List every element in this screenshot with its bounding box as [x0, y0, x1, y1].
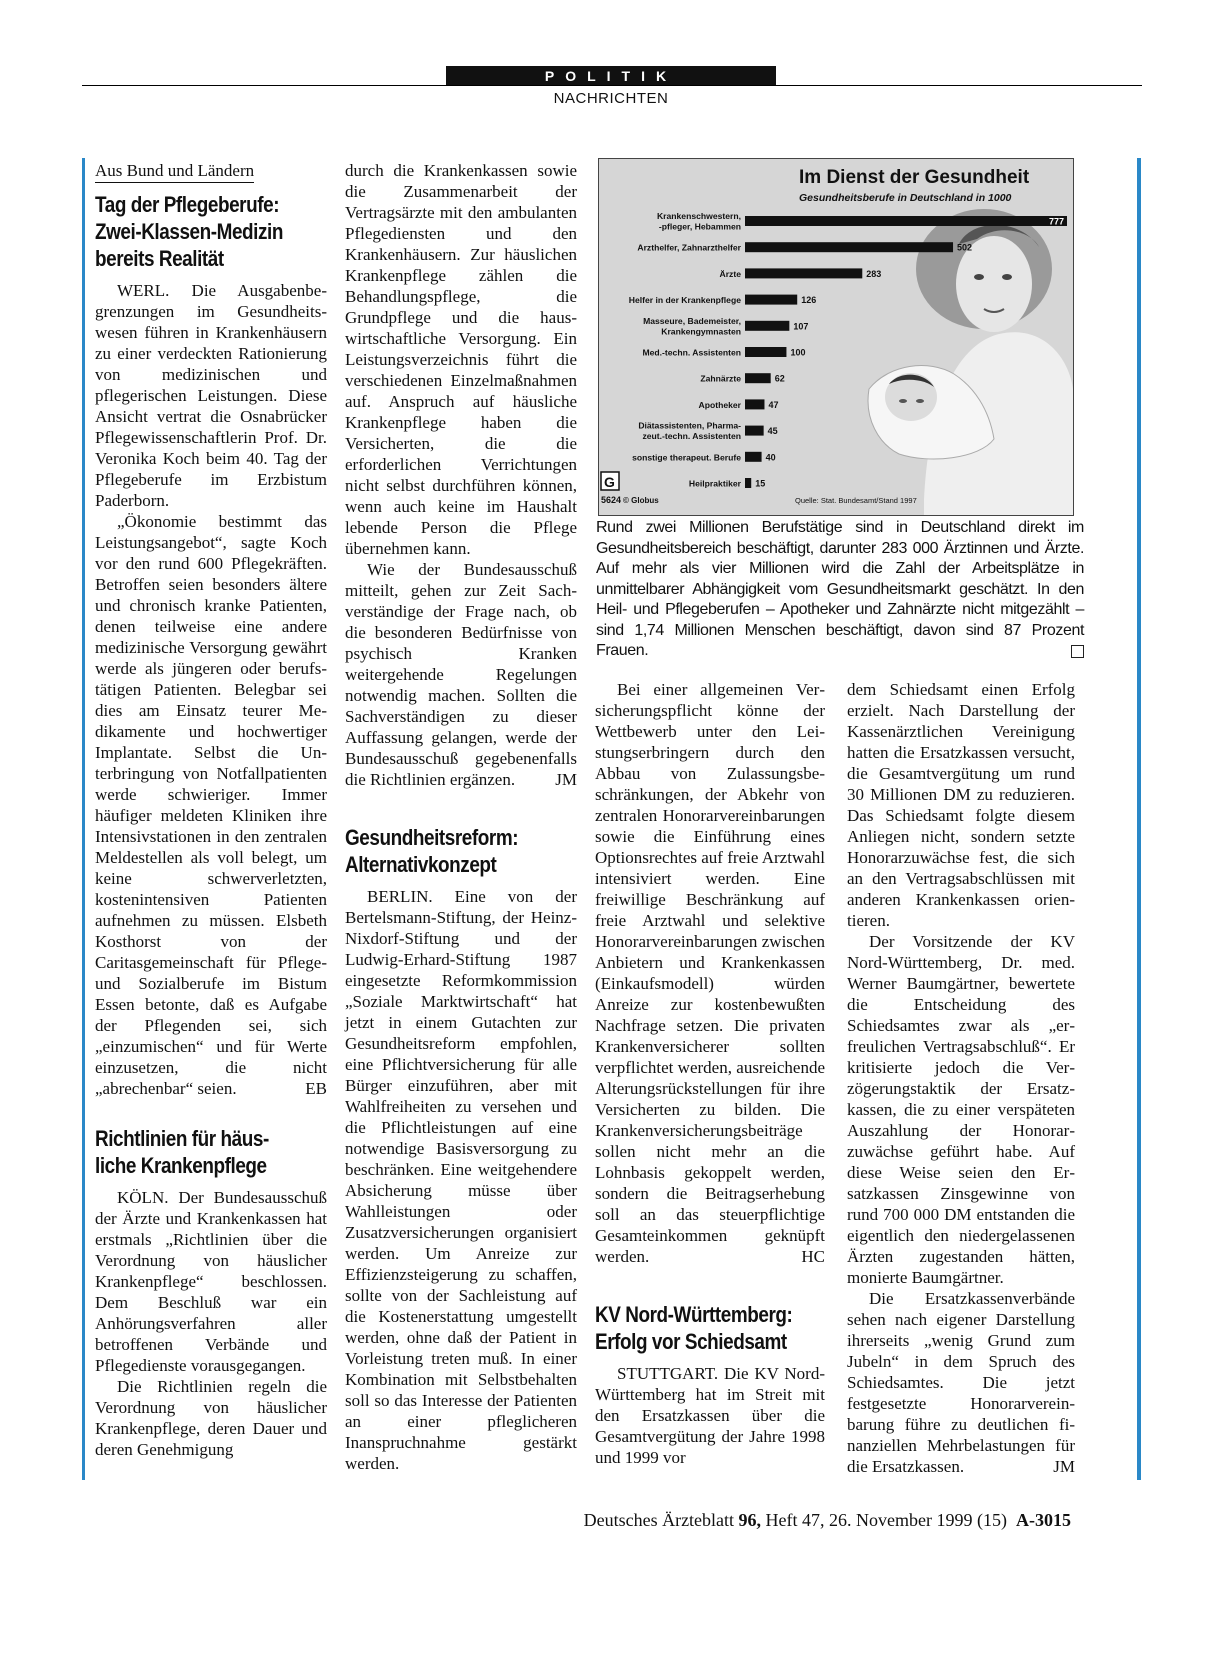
column-3	[595, 679, 825, 1468]
column-2	[345, 160, 577, 1474]
chart-value-label: 62	[774, 373, 785, 384]
chart-category-label: Zahnärzte	[700, 373, 741, 384]
svg-text:G: G	[604, 474, 615, 490]
chart-subtitle: Gesundheitsberufe in Deutschland in 1000	[799, 192, 1012, 204]
article2-paragraph: KÖLN. Der Bundesausschuß der Ärzte und Krankenkassen hat erstmals „Richtlinien über die Verordnung von häuslicher Krankenpflege“ beschlossen. Dem Beschluß war ein Anhörungsverfahren aller betroffenen Verbände und Pflegedienste vorausgegangen.	[95, 1188, 327, 1375]
chart-title: Im Dienst der Gesundheit	[799, 167, 1030, 188]
chart-category-label: Diätassistenten, Pharma-	[638, 420, 741, 431]
article4-paragraph: STUTTGART. Die KV Nord-Württemberg hat im Streit mit den Ersatzkassen über die Gesamtvergütung der Jahre 1998 und 1999 vor	[595, 1364, 825, 1467]
page-footer	[584, 1510, 1071, 1531]
article1-headline: Tag der Pflegeberufe: Zwei-Klassen-Medizin bereits Realität	[95, 192, 283, 271]
chart-value-label: 47	[768, 399, 779, 410]
chart-value-label: 100	[790, 347, 806, 358]
chart-category-label: Krankenschwestern,	[656, 211, 741, 221]
subsection-label: NACHRICHTEN	[553, 90, 669, 107]
column-4	[847, 679, 1075, 1477]
column-rule-right	[1137, 158, 1141, 1480]
article2-paragraph: Wie der Bundesausschuß mitteilt, gehen zur Zeit Sachverständige der Frage nach, ob die besonderen Bedürfnisse von psychisch Kranken weitergehende Regelungen notwendig machen. Sollten die Sachverständigen zu dieser Auffassung gelangen, werde der Bundesausschuß gegebenenfalls die Richtlinien ergänzen. JM	[345, 560, 577, 789]
section-kicker: Aus Bund und Ländern	[95, 160, 254, 183]
article3-paragraph: BERLIN. Eine von der Bertelsmann-Stiftung, der Heinz-Nixdorf-Stiftung und der Ludwig-Erhard-Stiftung 1987 eingesetzte Reformkommission „Soziale Marktwirtschaft“ hat jetzt in einem Gutachten zur Gesundheitsreform empfohlen, eine Pflichtversicherung für alle Bürger einzuführen, aber mit Wahlfreiheiten zu versehen und die Pflichtleistungen auf eine notwendige Basisversorgung zu beschränken. Eine weitgehendere Absicherung müsse über Wahlleistungen oder Zusatzversicherungen organisiert werden. Um Anreize zur Effizienzsteigerung zu schaffen, sollte von der Sachleistung auf die Kostenerstattung umgestellt werden, ohne daß der Patient in Vorleistung treten muß. In einer Kombination mit Selbstbehalten soll so das Interesse der Patienten an einer pfleglicheren Inanspruchnahme gestärkt werden.	[345, 887, 577, 1473]
chart-bar	[745, 295, 797, 305]
chart-value-label: 15	[755, 478, 766, 489]
article4-paragraph: Der Vorsitzende der KV Nord-Württemberg, Dr. med. Werner Baumgärtner, bewertete die Entscheidung des Schiedsamtes zwar als „erfreulichen Vertragsabschluß“. Er kritisierte jedoch die Verzögerungstaktik der Ersatzkassen, die zu einer verspäteten Auszahlung der Honorarzuwächse geführt habe. Auf diese Weise seien den Ersatzkassen Zinsgewinne von rund 700 000 DM entstanden die eigentlich den niedergelassenen Ärzten zugestanden hätten, monierte Baumgärtner.	[847, 932, 1075, 1287]
chart-category-label: Apotheker	[698, 399, 741, 410]
chart-bar	[745, 373, 771, 383]
chart-caption: Rund zwei Millionen Berufstätige sind in Deutschland direkt im Gesundheitsbereich beschäftigt, darunter 283 000 Ärztinnen und Ärzte. Auf mehr als vier Millionen wird die Zahl der Arbeitsplätze in unmittelbarer Abhängigkeit vom Gesundheitsmarkt geschätzt. In den Heil- und Pflegeberufen – Apotheker und Zahnärzte nicht mitgezählt – sind 1,74 Millionen Menschen beschäftigt, davon sind 87 Prozent Frauen.	[596, 519, 1084, 659]
journal-name: Deutsches Ärzteblatt	[583, 1510, 735, 1530]
chart-category-label: Heilpraktiker	[688, 478, 741, 489]
page-number: A-3015	[1016, 1510, 1071, 1530]
chart-bar	[745, 478, 751, 488]
chart-category-label: zeut.-techn. Assistenten	[642, 431, 741, 442]
chart-category-label: sonstige therapeut. Berufe	[632, 452, 741, 463]
article2-byline: JM	[555, 770, 577, 789]
chart-value-label: 40	[765, 452, 776, 463]
chart-bar	[745, 347, 786, 357]
article3-headline: Gesundheitsreform: Alternativkonzept	[345, 825, 519, 877]
article4-byline: JM	[1053, 1457, 1075, 1476]
chart-bar	[745, 216, 1067, 226]
chart-logo-credit: © Globus	[623, 496, 659, 505]
chart-category-label: Krankengymnasten	[661, 326, 741, 337]
chart-category-label: Med.-techn. Assistenten	[642, 347, 741, 358]
chart-svg	[599, 159, 1073, 515]
chart-value-label: 107	[793, 321, 809, 332]
chart-value-label: 777	[1048, 216, 1064, 227]
journal-issue: Heft 47, 26. November 1999 (15)	[765, 1510, 1007, 1530]
column-rule-left	[82, 158, 85, 1480]
bar-chart	[598, 158, 1074, 516]
chart-value-label: 283	[866, 268, 882, 279]
chart-value-label: 502	[957, 242, 973, 253]
article2-headline: Richtlinien für häus- liche Krankenpflege	[95, 1126, 269, 1178]
chart-source: Quelle: Stat. Bundesamt/Stand 1997	[795, 496, 917, 505]
chart-bar	[745, 242, 953, 252]
journal-volume: 96,	[738, 1510, 762, 1530]
article3-paragraph: Bei einer allgemeinen Versicherungspflicht könne der Wettbewerb unter den Leistungserbringern durch den Abbau von Zulassungsbeschränkungen, der Abkehr von zentralen Honorarvereinbarungen sowie die Einführung eines Optionsrechtes auf freie Arztwahl intensiviert werden. Eine freiwillige Beschränkung auf freie Arztwahl und selektive Honorarvereinbarungen zwischen Anbietern und Krankenkassen (Einkaufsmodell) würden Anreize zur kostenbewußten Nachfrage setzen. Die privaten Krankenversicherer sollten verpflichtet werden, ausreichende Alterungsrückstellungen für ihre Versicherten zu bilden. Die Krankenversicherungsbeiträge sollen nicht mehr an die Lohnbasis gekoppelt werden, sondern die Beitragserhebung soll an das steuerpflichtige Gesamteinkommen geknüpft werden. HC	[595, 680, 825, 1266]
chart-logo-number: 5624	[601, 495, 622, 505]
chart-bar	[745, 268, 862, 278]
globus-logo	[601, 472, 619, 490]
article4-paragraph: Die Ersatzkassenverbände sehen nach eigener Darstellung ihrerseits „wenig Grund zum Jubeln“ in dem Spruch des Schiedsamtes. Die jetzt festgesetzte Honorarvereinbarung führe zu deutlichen finanziellen Mehrbelastungen für die Ersatzkassen. JM	[847, 1289, 1075, 1476]
column-1	[95, 160, 327, 1460]
section-label: POLITIK	[446, 66, 776, 86]
article1-paragraph: WERL. Die Ausgabenbegrenzungen im Gesundheitswesen führen in Krankenhäusern zu einer verdeckten Rationierung von medizinischen und pflegerischen Leistungen. Diese Ansicht vertrat die Osnabrücker Pflegewissenschaftlerin Prof. Dr. Veronika Koch beim 40. Tag der Pflegeberufe im Erzbistum Paderborn.	[95, 281, 327, 510]
chart-bar	[745, 321, 789, 331]
chart-category-label: -pfleger, Hebammen	[658, 221, 741, 232]
end-mark-icon	[1071, 645, 1084, 658]
chart-bar	[745, 452, 762, 462]
mother-baby-photo	[868, 209, 1073, 515]
chart-value-label: 45	[767, 426, 778, 437]
article2-paragraph: durch die Krankenkassen sowie die Zusammenarbeit der Vertragsärzte mit den ambulanten Pflegediensten und den Krankenhäusern. Zur häuslichen Krankenpflege zählen die Behandlungspflege, die Grundpflege und die hauswirtschaftliche Versorgung. Ein Leistungsverzeichnis führt die verschiedenen Einzelmaßnahmen auf. Anspruch auf häusliche Krankenpflege haben die Versicherten, die die erforderlichen Verrichtungen nicht selbst durchführen können, wenn auch keine im Haushalt lebende Person die Pflege übernehmen kann.	[345, 161, 577, 558]
chart-category-label: Ärzte	[719, 268, 741, 279]
article1-paragraph: „Ökonomie bestimmt das Leistungsangebot“, sagte Koch vor den rund 600 Pflegekräften. Betroffen seien besonders ältere und chronisch kranke Patienten, denen teilweise eine andere medizinische Versorgung gewährt werde als jüngeren oder berufstätigen Patienten. Belegbar sei dies am Einsatz teurer Medikamente und hochwertiger Implantate. Selbst die Unterbringung von Notfallpatienten werde schwieriger. Immer häufiger meldeten Kliniken ihre Intensivstationen in den zentralen Meldestellen als voll belegt, um keine schwerverletzten, kostenintensiven Patienten aufnehmen zu müssen. Elsbeth Kosthorst von der Caritasgemeinschaft für Pflege- und Sozialberufe im Bistum Essen betonte, daß es Aufgabe der Pflegenden sei, sich „einzumischen“ und für Werte einzusetzen, die nicht „abrechenbar“ seien. EB	[95, 512, 327, 1098]
chart-value-label: 126	[801, 295, 817, 306]
chart-bar	[745, 399, 764, 409]
header-rule	[82, 85, 1142, 86]
article1-byline: EB	[305, 1079, 327, 1098]
chart-bar	[745, 426, 764, 436]
article2-paragraph: Die Richtlinien regeln die Verordnung von häuslicher Krankenpflege, deren Dauer und deren Genehmigung	[95, 1377, 327, 1459]
article4-paragraph: dem Schiedsamt einen Erfolg erzielt. Nach Darstellung der Kassenärztlichen Vereinigung hatten die Ersatzkassen versucht, die Gesamtvergütung um rund 30 Millionen DM zu reduzieren. Das Schiedsamt folgte diesem Anliegen nicht, sondern setzte Honorarzuwächse fest, die sich an den Vertragsabschlüssen mit anderen Krankenkassen orientieren.	[847, 680, 1075, 930]
article4-headline: KV Nord-Württemberg: Erfolg vor Schiedsamt	[595, 1302, 793, 1354]
chart-category-label: Helfer in der Krankenpflege	[628, 295, 741, 306]
chart-category-label: Masseure, Bademeister,	[643, 315, 741, 326]
article3-byline: HC	[801, 1247, 825, 1266]
chart-category-label: Arzthelfer, Zahnarzthelfer	[637, 242, 741, 253]
